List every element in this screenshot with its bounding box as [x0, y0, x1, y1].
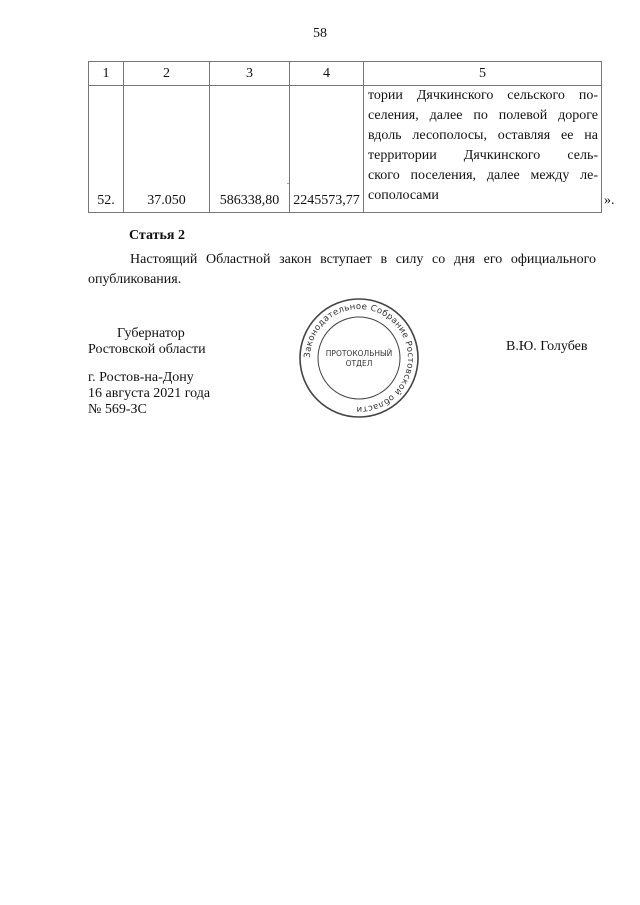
stamp-inner-line: ОТДЕЛ	[345, 359, 373, 368]
column-header: 2	[124, 62, 210, 86]
table-row	[89, 86, 602, 213]
signatory-title-line: Ростовской области	[88, 342, 206, 357]
article-line: опубликования.	[88, 272, 182, 287]
place-date-block	[88, 370, 210, 418]
page-number: 58	[313, 26, 327, 41]
column-header: 5	[364, 62, 602, 86]
stray-dot: .	[287, 177, 289, 186]
stamp-inner-line: ПРОТОКОЛЬНЫЙ	[325, 349, 393, 358]
stamp-inner-ring	[318, 317, 400, 399]
city: г. Ростов-на-Дону	[88, 370, 194, 385]
signatory-name: В.Ю. Голубев	[506, 339, 588, 354]
article-text	[88, 250, 596, 290]
point-number: 52.	[89, 86, 124, 213]
column-header: 1	[89, 62, 124, 86]
signatory-title-line: Губернатор	[117, 326, 185, 341]
description-line: ского поселения, далее между ле-	[368, 168, 598, 183]
closing-quote: ».	[604, 193, 615, 208]
boundary-description	[364, 86, 602, 213]
signatory-title	[88, 326, 206, 358]
date: 16 августа 2021 года	[88, 386, 211, 401]
column-header: 3	[210, 62, 290, 86]
point-code: 37.050	[124, 86, 210, 213]
coordinate-y: 2245573,77	[290, 86, 364, 213]
table-header-row	[89, 62, 602, 86]
stamp-outer-text-path: Законодательное Собрание Ростовской области	[302, 301, 416, 415]
column-header: 4	[290, 62, 364, 86]
law-number: № 569-ЗС	[88, 402, 147, 417]
description-line: территории Дячкинского сель-	[368, 148, 598, 163]
description-line: тории Дячкинского сельского по-	[368, 88, 598, 103]
coordinate-x: 586338,80	[210, 86, 290, 213]
article-heading: Статья 2	[129, 228, 185, 243]
description-line: вдоль лесополосы, оставляя ее на	[368, 128, 598, 143]
article-line: Настоящий Областной закон вступает в силу со дня его официального	[130, 252, 596, 267]
boundary-table	[88, 61, 602, 213]
description-line: селения, далее по полевой дороге	[368, 108, 598, 123]
description-line: сополосами	[368, 188, 439, 203]
official-stamp	[297, 296, 421, 420]
